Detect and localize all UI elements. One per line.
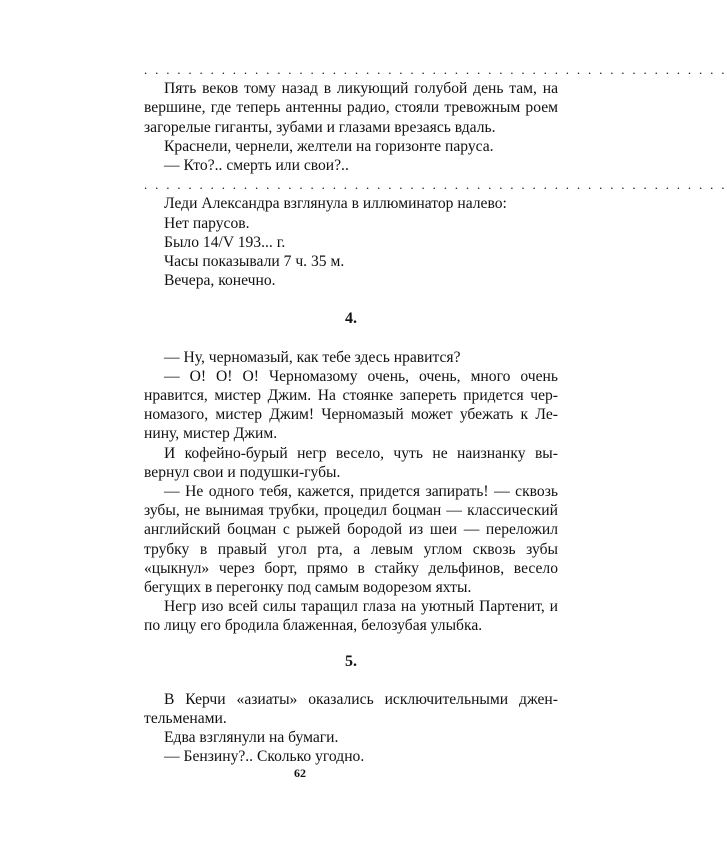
ellipsis-divider: . . . . . . . . . . . . . . . . . . . . . . . . . . . . . . . . . . . . . . . . . . . . . . . . . . . . . (144, 62, 727, 77)
paragraph: — Ну, черномазый, как тебе здесь нравится? (164, 348, 461, 366)
paragraph: Краснели, чернели, желтели на горизонте паруса. (164, 137, 494, 155)
section-heading: 5. (345, 652, 357, 670)
section-heading: 4. (345, 310, 357, 328)
paragraph: И кофейно-бурый негр весело, чуть не наизнанку вывернул свои и подушки-губы. (144, 444, 558, 481)
paragraph: Часы показывали 7 ч. 35 м. (164, 253, 345, 270)
paragraph: Нет парусов. (164, 214, 250, 232)
page-number: 62 (294, 766, 306, 780)
paragraph: Негр изо всей силы таращил глаза на уютный Партенит, и по лицу его бродила блаженная, белозубая улыбка. (144, 598, 558, 635)
paragraph: Было 14/V 193... г. (164, 233, 286, 251)
ellipsis-divider: . . . . . . . . . . . . . . . . . . . . . . . . . . . . . . . . . . . . . . . . . . . . . . . . . . . . . (144, 177, 727, 193)
paragraph: Вечера, конечно. (164, 272, 276, 290)
paragraph: — Бензину?.. Сколько угодно. (164, 748, 365, 766)
paragraph: В Керчи «азиаты» оказались исключительными джентельменами. (144, 690, 558, 728)
paragraph: — Кто?.. смерть или свои?.. (164, 157, 349, 174)
paragraph: — О! О! О! Черномазому очень, очень, много очень нравится, мистер Джим. На стоянке запереть придется черномазого, мистер Джим! Черномазый может убежать к Ленину, мистер Джим. (144, 367, 558, 443)
paragraph: Едва взглянули на бумаги. (164, 729, 339, 747)
paragraph: — Не одного тебя, кажется, придется запирать! — сквозь зубы, не вынимая трубки, процедил боцман — классический английский боцман с рыжей бородой из шеи — переложил трубку в правый угол рта, а левым углом сквозь зубы «цыкнул» через борт, прямо в стайку дельфинов, весело бегущих в перегонку под самым водорезом яхты. (144, 483, 558, 597)
paragraph: Леди Александра взглянула в иллюминатор налево: (164, 195, 507, 213)
page-content (144, 60, 727, 767)
paragraph: Пять веков тому назад в ликующий голубой день там, на вершине, где теперь антенны радио, стояли тревожным роем загорелые гиганты, зубами и глазами врезаясь вдаль. (144, 80, 558, 136)
